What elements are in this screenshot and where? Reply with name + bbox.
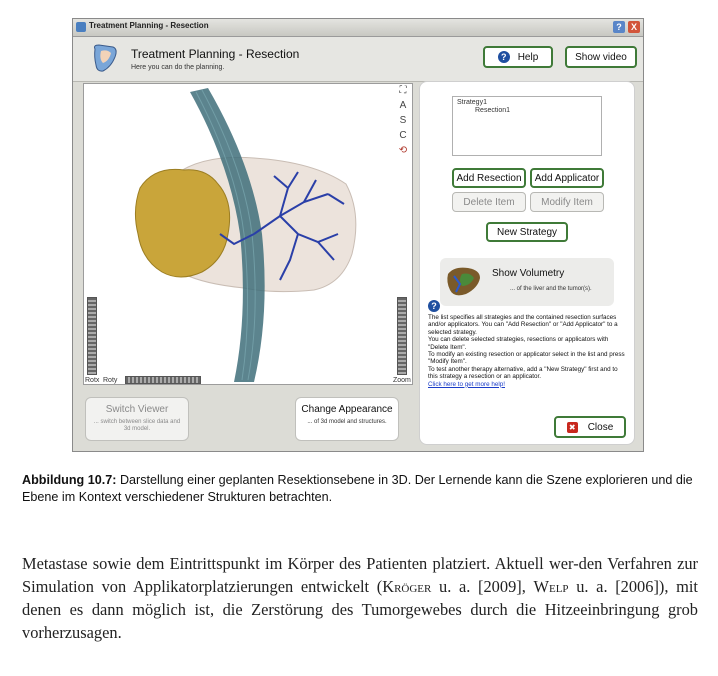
help-title-button[interactable]: ?	[613, 21, 625, 33]
volumetry-title: Show Volumetry	[492, 268, 565, 279]
roty-slider[interactable]	[125, 376, 201, 384]
change-appearance-desc: ... of 3d model and structures.	[307, 419, 387, 425]
info-icon: ?	[428, 300, 440, 312]
help-icon: ?	[498, 51, 510, 63]
body-text-3: u. a. [2006]), mit denen es dann möglich ist, die Zerstörung des Tumorgewebes durch die Hitzeeinbringung grob vorherzusagen.	[22, 577, 698, 642]
author-welp: Welp	[533, 577, 569, 596]
close-label: Close	[587, 421, 614, 433]
page-title: Treatment Planning - Resection	[131, 47, 300, 61]
strategy-tree[interactable]	[452, 96, 602, 156]
info-line: You can delete selected strategies, resections or applicators with "Delete Item".	[428, 336, 609, 351]
author-kroeger: Kröger	[382, 577, 432, 596]
switch-viewer-title: Switch Viewer	[105, 404, 169, 415]
volumetry-desc: ... of the liver and the tumor(s).	[510, 286, 592, 292]
rotx-slider[interactable]	[87, 297, 97, 375]
liver-icon	[91, 43, 119, 73]
rotx-label: Rotx	[85, 377, 100, 384]
help-button[interactable]	[483, 46, 553, 68]
strategy-panel	[419, 81, 635, 445]
zoom-label: Zoom	[393, 377, 411, 384]
close-button[interactable]	[554, 416, 626, 438]
show-volumetry-button[interactable]	[440, 258, 614, 306]
sagittal-view-icon[interactable]: S	[399, 115, 407, 126]
tree-item-resection[interactable]: Resection1	[475, 107, 511, 114]
coronal-view-icon[interactable]: C	[399, 130, 407, 141]
body-text-1: Metastase sowie dem Eintrittspunkt im Körper des Patienten platziert. Aktuell wer-den Verfahren zur Simulation von Applikatorplatzierungen entwickelt (	[22, 554, 698, 596]
show-video-button[interactable]: Show video	[565, 46, 637, 68]
body-text-2: u. a. [2009],	[431, 577, 534, 596]
new-strategy-button[interactable]: New Strategy	[486, 222, 568, 242]
liver-3d-scene[interactable]	[84, 84, 412, 384]
switch-viewer-desc: ... switch between slice data and 3d model.	[93, 419, 181, 432]
add-applicator-button[interactable]: Add Applicator	[530, 168, 604, 188]
caption-text: Darstellung einer geplanten Resektionsebene in 3D. Der Lernende kann die Szene explorieren und die Ebene im Kontext verschiedener Strukturen betrachten.	[22, 473, 693, 504]
help-button-label: Help	[517, 51, 539, 63]
help-text	[428, 314, 628, 388]
title-bar	[73, 19, 643, 37]
delete-item-button[interactable]: Delete Item	[452, 192, 526, 212]
change-appearance-title: Change Appearance	[301, 404, 393, 415]
anterior-view-icon[interactable]: A	[399, 100, 407, 111]
tumor	[135, 169, 229, 277]
info-line: To modify an existing resection or applicator select in the list and press "Modify Item".	[428, 351, 625, 366]
header	[73, 37, 643, 82]
zoom-slider[interactable]	[397, 297, 407, 375]
liver-volumetry-icon	[444, 264, 484, 300]
close-title-button[interactable]: X	[628, 21, 640, 33]
add-resection-button[interactable]: Add Resection	[452, 168, 526, 188]
fit-view-icon[interactable]: ⛶	[399, 85, 407, 96]
modify-item-button[interactable]: Modify Item	[530, 192, 604, 212]
viewer-toolbar	[395, 85, 411, 160]
window-title: Treatment Planning - Resection	[89, 21, 209, 30]
caption-label: Abbildung 10.7:	[22, 473, 117, 487]
change-appearance-button[interactable]	[295, 397, 399, 441]
3d-viewport[interactable]	[83, 83, 413, 385]
tree-item-strategy[interactable]: Strategy1	[457, 99, 487, 106]
figure-caption	[22, 472, 702, 506]
treatment-planning-window	[72, 18, 644, 452]
info-line: The list specifies all strategies and the contained resection surfaces and/or applicators. You can "Add Resection" or "Add Applicator" to a selected strategy.	[428, 314, 618, 336]
page-subtitle: Here you can do the planning.	[131, 64, 225, 71]
close-icon: ✖	[567, 422, 578, 433]
more-help-link[interactable]: Click here to get more help!	[428, 380, 505, 388]
body-paragraph	[22, 552, 698, 644]
reset-view-icon[interactable]: ⟲	[398, 145, 408, 156]
roty-label: Roty	[103, 377, 118, 384]
switch-viewer-button[interactable]	[85, 397, 189, 441]
info-line: To test another therapy alternative, add a "New Strategy" first and to this strategy a resection or an applicator.	[428, 365, 618, 381]
app-icon	[76, 22, 86, 32]
